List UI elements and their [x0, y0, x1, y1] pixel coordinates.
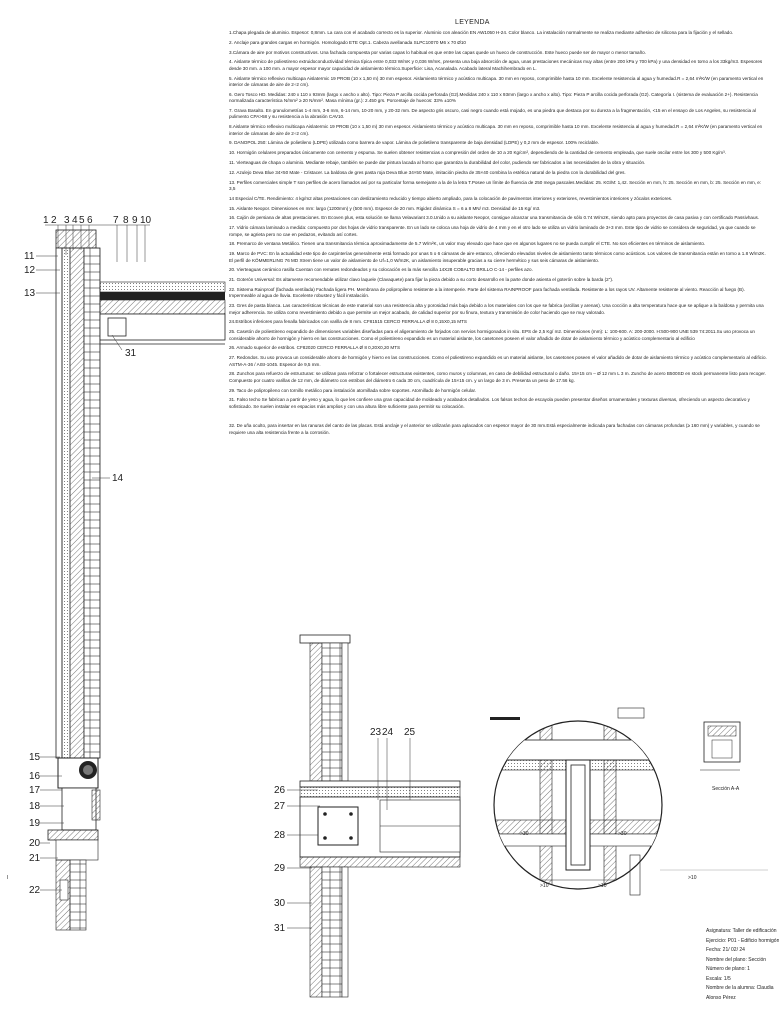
callout-22: 22 [29, 885, 41, 896]
legend-item: 11. Vierteaguas de chapa o aluminio. Mediante rebaje, también se puede dar pintura lacada al horno que garantiza la durabilidad del color, pudiendo ser fabricados a las necesidades de la obra y situación. [229, 160, 646, 165]
legend-item: 14 Especial C/TE. Rendimiento: 4 kg/m2 altas prestaciones con deslizamiento reducido y tiempo abierto ampliado, para la colocación de pavimentos interiores y exteriores, revestimientos interiores y zócalos exteriores. [229, 195, 673, 201]
legend-title: LEYENDA [455, 19, 490, 26]
legend-item: 8.Aislante térmico reflexivo multicapa Aislatermic 19 PROB (10 x 1,50 m) 30 mm espesor. Aislamiento térmico y acústico multicapa. 30 mm en reposo, comprimible hasta 10 mm. Excelente resistencia al agua y humedad.R = 2,64 m²K/W (en paramento vertical en interior de cámaras de aire de 2÷2 cm). [229, 124, 763, 136]
callout-16: 16 [29, 771, 41, 782]
student-surname-text: Alonso Pérez [706, 994, 736, 1001]
legend-item: 29. Taco de polipropileno con tornillo metálico para instalación atornillada sobre soportes. Atornillado de hormigón celular. [229, 387, 477, 393]
callout-9: 9 [132, 215, 138, 226]
legend-item: 31. Falso techo Se fabrican a partir de yeso y agua, lo que les confiere una gran capacidad de moldeado y acabados detallados. Los falsos techos de escayola pueden presentar diseños ornamentales y texturas diversas, ofreciendo un aspecto decorativo y sofisticado. Se suelen instalar en espacios más amplios y con una altura libre suficiente para permitir su colocación. [229, 397, 750, 409]
callout-10: 10 [140, 215, 152, 226]
callout-20: 20 [29, 838, 41, 849]
callout-7: 7 [113, 215, 119, 226]
legend-item: 25. Casetón de poliestireno expandido de dimensiones variables diseñadas para el aligeramiento de forjados con nervios hormigonados in situ. EPS de 2,5 Kg/ m2. Dimensiones (mm): L: 100-600. A: 200-2000. H:500-900 UNE 539 74:2011.Su uso provoca un considerable ahorro de hormigón y hierro en las construcciones. Como el poliestireno expandido es un material aislante, los casetones poseen el valor añadido de dotar de aislamiento térmico y acústico complementario al edificio [229, 329, 755, 341]
dimension-5: >10 [688, 875, 697, 881]
callout-26: 26 [274, 785, 286, 796]
callout-4: 4 [72, 215, 78, 226]
callout-24: 24 [382, 727, 394, 738]
callout-25: 25 [404, 727, 416, 738]
callout-21: 21 [29, 853, 41, 864]
callout-31-left: 31 [125, 348, 137, 359]
legend-item: 10. Hormigón celulares preparados únicamente con cemento y espuma. Se suelen obtener resistencias a compresión del orden de 10 a 20 Kg/cm², dependiendo de la cantidad de cemento empleada, que suele oscilar entre los 300 y 500 Kg/m³. [229, 150, 726, 156]
legend-item: 17. Vidrio cámara laminado a medida: compuesto por dos hojas de vidrio transparente. En un lado se coloca una hoja de vidrio de 4 mm y en el otro lado se utiliza un vidrio laminado de 3+3 mm. Este tipo de vidrio se considera de seguridad, ya que cuando se rompe, se agrieta pero no cae en pedazos, evitando así cortes. [229, 225, 756, 237]
legend-item: 12. Azulejo Deva Blue 34×50 Mate - Cristacer. La baldosa de gres pasta roja Deva Blue 34×50 Mate, imitación piedra de 35×40 combina la estética natural de la piedra con la durabilidad del gres. [229, 169, 626, 175]
callout-23: 23 [370, 727, 382, 738]
callout-19: 19 [29, 818, 41, 829]
callout-5: 5 [79, 215, 85, 226]
dimension-3: >10 [598, 883, 607, 889]
legend-item: 26. Armado superior de estribos. CF82020 CERCO FERRALLA Ø 8 0,20X0,20 MTS [229, 345, 401, 351]
legend-item: 15. Aislante Neopor. Dimensiones en mm: largo (1200mm) y (500 mm). Espesor de 20 mm. Rigidez dinámica S = 6 a 8 MN/ m3. Densidad de 15 Kg/ m3. [229, 205, 541, 211]
svg-text:I: I [7, 875, 9, 881]
plan-number-text: Número de plano: 1 [706, 966, 750, 972]
legend-item: 27. Redondos. Su uso provoca un considerable ahorro de hormigón y hierro en las construcciones. Como el poliestireno expandido es un material aislante, los casetones poseen el valor añadido de dotar de aislamiento térmico y acústico complementario al edificio. ASTM-A-36 / AISI-1045. Espesor de 9,5 mm. [229, 355, 767, 367]
callout-3: 3 [64, 215, 70, 226]
legend-item: 22. Sistema Rainproof (fachada ventilada) Fachada ligera PH. Membrana de polipropileno resistente a la intemperie. Parte del sistema RAINPROOF para fachada ventilada. Resistente a los rayos UV. Altamente resistente al viento. Reacción al fuego (B). Impermeable al agua de lluvia. Excelente robustez y fácil instalación. [229, 286, 745, 299]
legend-item: 18. Premarco de ventana Metálico. Tienen una transmitancia térmica aproximadamente de 5.7 W/m²K, un valor muy elevado que hace que en algunos lugares no se pueda cumplir el CTE. No son eficientes en términos de aislamiento. [229, 241, 706, 247]
legend-item: 16. Cajón de persiana de altas prestaciones. En Ecoven plus, esta solución se llama Velavariant 3.0.Unido a su aislante Neopor, consigue alcanzar una transmitancia de sólo 0.74 W/m2K, siendo apto para proyectos de casa pasiva y con certificado Passivhaus. [229, 215, 760, 221]
dimension-2: >10 [540, 883, 549, 889]
callout-11: 11 [24, 251, 35, 262]
callout-6: 6 [87, 215, 93, 226]
legend-item: 9. DANOPOL 250: Lámina de polietileno (LDPE) utilizada como barrera de vapor. Lámina de polietileno transparente de baja densidad (LDPE) y 0,2 mm de espesor. 100% reciclable. [229, 140, 600, 146]
legend-item: 13. Perfiles comerciales simple T son perfiles de acero llamados así por su particular forma semejante a la de la letra T.Posee un límite de fluencia de 250 mega pascales.Medidas: 25. KG/M: 1,42. Sección en mm, h: 25. Sección en mm, b: 25. Sección en mm, e: 3,5 [229, 179, 762, 191]
dimension-1: >30 [520, 831, 529, 837]
callout-17: 17 [29, 785, 41, 796]
legend-item: 3.Cámara de aire por motivos constructivos. Una fachada compuesta por varias capas lo habitual es que entre las capas quede un hueco de construcción. Este hueco puede ser de mayor o menor tamaño. [229, 49, 646, 55]
section-aa-thumbnail [700, 722, 740, 792]
plan-name-text: Nombre del plano: Sección [706, 956, 767, 963]
callout-31: 31 [274, 923, 286, 934]
callout-12: 12 [24, 265, 36, 276]
legend-item: 24.Estribos inferiores para fenalla fabricados con varilla de 8 mm. CF81515 CERCO FERRALLA Ø 8 0,15X0,15 MTS [229, 319, 467, 325]
date-text: Fecha: 21/ 02/ 24 [706, 947, 745, 953]
callout-8: 8 [123, 215, 129, 226]
legend-item: 20. Vierteaguas cerámico rasilla Cuentan con remates redondeados y su colocación es la más sencilla 14X28 COBALTO BRILLO C-14 - perfiles azo. [229, 267, 533, 273]
callout-14: 14 [112, 473, 124, 484]
legend-item: 21. Goterón Universal: Es altamente recomendable utilizar clavo laquele (Clavaquete) para fijar la pieza debido a su corto desarrollo en la parte donde asienta el goterón sobre la barda (2"). [229, 277, 614, 283]
legend-item: 32. De uña oculto, para insertar en las ranuras del canto de las placas. Está anclaje y el anterior se utilizarán para aplacados con espesor mayor de 30 mm.Está especialmente indicada para fachadas con cámaras profundas (≥ 160 mm) y variables, y cuando se requiere una alta resistencia frente a la corrosión. [229, 423, 760, 435]
legend-item: 4. Aislante térmico de poliestireno extruidoconductividad térmica típica entre 0,033 W/mK y 0,036 W/mK, presenta una baja absorción de agua, unas prestaciones mecánicas muy altas (entre 200 kPa y 700 kPa) y una densidad en torno a los 33kg/m3. Espesores desde 30 mm. a 100 mm. a mayor espesor mayor capacidad de aislamiento térmico.Superficie: Lisa, Acanalada. Acabado lateral Machihembrado en L. [229, 59, 763, 71]
callout-1: 1 [43, 215, 49, 226]
callout-30: 30 [274, 898, 286, 909]
legend-item: 23. Gres de pasta blanca. Las características técnicas de este material son una resistencia alta y porosidad más baja debido a los materiales con los que se fabrica (arcillas y arenas). Una cocción a alta temperatura hace que se aplique a la baldosa y permita una mejor adherencia. Se utiliza como revestimiento debido a que permite un mejor acabado, de calidad superior por su finura, textura y transmisión de color haciendo que se muy valorado. [229, 303, 764, 315]
legend-item: 5. Aislante térmico reflexivo multicapa Aislatermic 19 PROB (10 x 1,50 m) 30 mm espesor. Aislamiento térmico y acústico multicapa. 30 mm en reposo, comprimible hasta 10 mm. Excelente resistencia al agua y humedad.R = 2,64 m²K/W (en paramento vertical en interior de cámaras de aire de 2÷2 cm). [229, 75, 764, 87]
student-label-text: Nombre de la alumna: Claudia [706, 985, 774, 991]
exercise-text: Ejercicio: P01 - Edificio hormigón [706, 937, 779, 944]
legend-item: 28. Zunchos para refuerzo de estructuras: se utilizan para reforzar o fortalecer estructuras existentes, como muros y columnas, en caso de debilidad estructural o daño. 15×15 cm – Ø 12 mm L 3 m. Zuncho de acero B500SD en stock permanente listo para recoger. Compuesto por cuatro varillas de 12 mm, de diámetro con estribos del diámetro 6 cada 30 cm, cuadrícula de 15×15 cm. y un largo de 3 m. Presenta un peso de 17.56 kg. [229, 371, 766, 383]
legend-item: 19. Marco de PVC: En la actualidad este tipo de carpinterías generalmente está formado por unas 5 o 6 cámaras de aire estanco, ofreciendo elevados niveles de aislamiento tanto térmicos como acústicos. Los valores de transmitancia están en torno a 1.8 W/m2K. El perfil de KÖMMERLING 76 MD Xtrem tiene un valor de aislamiento de Uf=1,0 W/m2K, un aislamiento insuperable gracias a su cierre hermético y sus seis cámaras de aislamiento. [229, 251, 766, 263]
legend-item: 6. Gero Tosco HD. Medidas: 240 x 110 x 93mm (largo x ancho x alto). Tipo: Pieza P arcilla cocida perforada (G2).Medidas 240 x 110 x 93mm (largo x ancho x alto). Tipo: Pieza P arcilla cocida perforada (G2). Categoría I. (sistema de evaluación 2+). Resistencia normalizada característica N/mm² ≥ 20 N/mm². Masa mínima (gr.): 2.450 grs. Porcentaje de huecos: 33% ±10% [229, 91, 758, 104]
scale-text: Escala: 1/5 [706, 975, 731, 982]
callout-18: 18 [29, 801, 41, 812]
section-aa-label: Sección A-A [712, 786, 740, 792]
callout-13: 13 [24, 288, 36, 299]
legend-item: 7. Grava Basalto. En granulometrías 1-4 mm, 3-6 mm, 6-14 mm, 10-20 mm, y 20-32 mm. De aspecto gris oscuro, casi negro cuando está mojado, es una piedra que destaca por su dureza a la fragmentación, <15 en el ensayo de Los Angeles, su resistencia al pulimento CPA>58 y su resistencia a la abrasión CAV10. [229, 108, 756, 120]
dimension-4: >30 [618, 831, 627, 837]
subject-text: Asignatura: Taller de edificación [706, 928, 777, 934]
title-block [706, 927, 779, 1003]
callout-27: 27 [274, 801, 286, 812]
slab-detail [287, 635, 460, 997]
callout-2: 2 [51, 215, 57, 226]
legend-item: 1.Chapa plegada de aluminio. Espesor: 0,8mm. La cara con el acabado correcto es la superior. Aluminio con aleación EN AW1050 H-24. Color blanco. La instalación normalmente se realiza mediante adhesivo de silicona para la fijación y el sellado. [229, 30, 734, 35]
callout-15: 15 [29, 752, 41, 763]
legend-item: 2. Anclaje para grandes cargas en hormigón. Homologado ETE Opt.1. Cabeza avellanada SLPC10070 M6 x 70 Ø10 [229, 39, 466, 45]
callout-29: 29 [274, 863, 286, 874]
callout-28: 28 [274, 830, 286, 841]
